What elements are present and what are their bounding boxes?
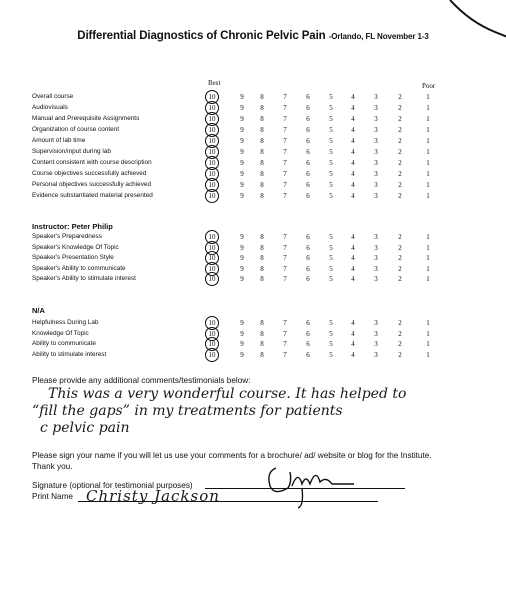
rating-option-2[interactable]: 2	[398, 329, 402, 338]
rating-option-10[interactable]: 10	[208, 115, 216, 123]
rating-row	[0, 350, 506, 361]
rating-option-3[interactable]: 3	[374, 264, 378, 273]
rating-option-1[interactable]: 1	[426, 137, 430, 145]
rating-option-7[interactable]: 7	[283, 93, 287, 101]
rating-option-4[interactable]: 4	[351, 148, 355, 156]
rating-option-2[interactable]: 2	[398, 243, 402, 252]
rating-option-2[interactable]: 2	[398, 350, 402, 359]
rating-row-label: Speaker's Ability to stimulate interest	[32, 275, 136, 283]
rating-option-10[interactable]: 10	[208, 243, 216, 252]
rating-option-3[interactable]: 3	[374, 350, 378, 359]
rating-option-3[interactable]: 3	[374, 115, 378, 123]
rating-option-8[interactable]: 8	[260, 115, 264, 123]
rating-option-2[interactable]: 2	[398, 264, 402, 273]
rating-option-1[interactable]: 1	[426, 243, 430, 252]
rating-row	[0, 103, 506, 114]
rating-option-3[interactable]: 3	[374, 275, 378, 284]
rating-row-label: Overall course	[32, 93, 74, 100]
rating-option-7[interactable]: 7	[283, 104, 287, 112]
rating-option-6[interactable]: 6	[306, 170, 310, 178]
rating-row	[0, 158, 506, 169]
rating-option-4[interactable]: 4	[351, 126, 355, 134]
rating-option-2[interactable]: 2	[398, 104, 402, 112]
rating-option-4[interactable]: 4	[351, 192, 355, 200]
rating-option-5[interactable]: 5	[329, 126, 333, 134]
corner-mark	[440, 0, 506, 40]
rating-row	[0, 136, 506, 147]
rating-option-3[interactable]: 3	[374, 340, 378, 349]
rating-option-2[interactable]: 2	[398, 93, 402, 101]
rating-row-label: Speaker's Ability to communicate	[32, 264, 126, 272]
rating-row	[0, 125, 506, 136]
rating-option-7[interactable]: 7	[283, 275, 287, 284]
rating-row-label: Knowledge Of Topic	[32, 329, 89, 337]
rating-option-10[interactable]: 10	[208, 126, 216, 134]
rating-option-6[interactable]: 6	[306, 275, 310, 284]
rating-option-8[interactable]: 8	[260, 159, 264, 167]
rating-option-2[interactable]: 2	[398, 254, 402, 263]
rating-row-label: Course objectives successfully achieved	[32, 170, 147, 177]
rating-option-8[interactable]: 8	[260, 104, 264, 112]
rating-option-9[interactable]: 9	[240, 104, 244, 112]
rating-option-3[interactable]: 3	[374, 170, 378, 178]
rating-option-8[interactable]: 8	[260, 181, 264, 189]
rating-option-5[interactable]: 5	[329, 137, 333, 145]
rating-option-9[interactable]: 9	[240, 350, 244, 359]
rating-option-5[interactable]: 5	[329, 93, 333, 101]
rating-option-6[interactable]: 6	[306, 115, 310, 123]
rating-option-6[interactable]: 6	[306, 104, 310, 112]
rating-option-6[interactable]: 6	[306, 148, 310, 156]
rating-option-4[interactable]: 4	[351, 350, 355, 359]
rating-option-10[interactable]: 10	[208, 319, 216, 327]
rating-option-8[interactable]: 8	[260, 170, 264, 178]
rating-option-7[interactable]: 7	[283, 115, 287, 123]
rating-option-5[interactable]: 5	[329, 192, 333, 200]
rating-option-4[interactable]: 4	[351, 233, 355, 241]
rating-option-8[interactable]: 8	[260, 275, 264, 284]
print-name-value: Christy Jackson	[86, 487, 220, 505]
rating-option-1[interactable]: 1	[426, 233, 430, 241]
rating-option-3[interactable]: 3	[374, 319, 378, 327]
rating-option-7[interactable]: 7	[283, 170, 287, 178]
rating-option-4[interactable]: 4	[351, 264, 355, 273]
rating-option-8[interactable]: 8	[260, 340, 264, 349]
rating-row-label: Ability to stimulate interest	[32, 350, 107, 358]
rating-option-2[interactable]: 2	[398, 159, 402, 167]
rating-option-10[interactable]: 10	[208, 137, 216, 145]
rating-option-5[interactable]: 5	[329, 340, 333, 349]
rating-option-9[interactable]: 9	[240, 181, 244, 189]
signature-label: Signature (optional for testimonial purposes)	[32, 481, 193, 490]
rating-option-8[interactable]: 8	[260, 233, 264, 241]
rating-option-8[interactable]: 8	[260, 243, 264, 252]
print-name-label: Print Name	[32, 492, 73, 501]
rating-option-7[interactable]: 7	[283, 243, 287, 252]
comment-line-2: “fill the gaps” in my treatments for patients	[32, 403, 343, 419]
rating-row-label: Manual and Prerequisite Assignments	[32, 115, 140, 122]
rating-option-5[interactable]: 5	[329, 115, 333, 123]
rating-row	[0, 274, 506, 285]
rating-option-5[interactable]: 5	[329, 264, 333, 273]
rating-option-2[interactable]: 2	[398, 233, 402, 241]
rating-option-9[interactable]: 9	[240, 329, 244, 338]
rating-option-1[interactable]: 1	[426, 115, 430, 123]
rating-option-6[interactable]: 6	[306, 159, 310, 167]
rating-option-7[interactable]: 7	[283, 350, 287, 359]
rating-option-4[interactable]: 4	[351, 340, 355, 349]
rating-option-1[interactable]: 1	[426, 159, 430, 167]
rating-option-4[interactable]: 4	[351, 137, 355, 145]
rating-row-label: Speaker's Knowledge Of Topic	[32, 243, 119, 251]
rating-option-4[interactable]: 4	[351, 275, 355, 284]
rating-option-10[interactable]: 10	[208, 233, 216, 241]
rating-option-4[interactable]: 4	[351, 115, 355, 123]
rating-option-5[interactable]: 5	[329, 170, 333, 178]
rating-option-4[interactable]: 4	[351, 329, 355, 338]
rating-option-3[interactable]: 3	[374, 192, 378, 200]
rating-option-2[interactable]: 2	[398, 192, 402, 200]
rating-option-2[interactable]: 2	[398, 170, 402, 178]
comment-line-1: This was a very wonderful course. It has helped to	[48, 386, 407, 402]
rating-option-1[interactable]: 1	[426, 126, 430, 134]
rating-option-2[interactable]: 2	[398, 319, 402, 327]
rating-row	[0, 243, 506, 254]
rating-option-1[interactable]: 1	[426, 264, 430, 273]
rating-option-5[interactable]: 5	[329, 254, 333, 263]
rating-option-5[interactable]: 5	[329, 148, 333, 156]
rating-row	[0, 147, 506, 158]
rating-option-1[interactable]: 1	[426, 181, 430, 189]
rating-option-9[interactable]: 9	[240, 126, 244, 134]
rating-option-9[interactable]: 9	[240, 275, 244, 284]
rating-option-10[interactable]: 10	[208, 93, 216, 101]
rating-option-9[interactable]: 9	[240, 137, 244, 145]
rating-option-5[interactable]: 5	[329, 243, 333, 252]
rating-row-label: Organization of course content	[32, 126, 120, 133]
rating-option-4[interactable]: 4	[351, 319, 355, 327]
rating-option-5[interactable]: 5	[329, 329, 333, 338]
rating-option-6[interactable]: 6	[306, 329, 310, 338]
rating-option-5[interactable]: 5	[329, 233, 333, 241]
poor-label: Poor	[422, 82, 436, 90]
rating-option-6[interactable]: 6	[306, 233, 310, 241]
rating-option-8[interactable]: 8	[260, 319, 264, 327]
rating-option-7[interactable]: 7	[283, 192, 287, 200]
rating-option-1[interactable]: 1	[426, 148, 430, 156]
rating-option-9[interactable]: 9	[240, 148, 244, 156]
rating-row	[0, 318, 506, 329]
rating-option-10[interactable]: 10	[208, 181, 216, 189]
rating-option-4[interactable]: 4	[351, 170, 355, 178]
rating-row	[0, 329, 506, 340]
rating-row	[0, 180, 506, 191]
rating-option-7[interactable]: 7	[283, 254, 287, 263]
selected-circle	[205, 272, 219, 286]
signature-image	[262, 462, 362, 510]
best-label: Best	[208, 79, 221, 87]
rating-option-1[interactable]: 1	[426, 93, 430, 101]
rating-option-3[interactable]: 3	[374, 126, 378, 134]
rating-row	[0, 169, 506, 180]
rating-option-2[interactable]: 2	[398, 137, 402, 145]
rating-option-2[interactable]: 2	[398, 340, 402, 349]
rating-option-10[interactable]: 10	[208, 329, 216, 338]
rating-option-1[interactable]: 1	[426, 254, 430, 263]
rating-option-6[interactable]: 6	[306, 93, 310, 101]
rating-option-8[interactable]: 8	[260, 126, 264, 134]
rating-row-label: Personal objectives successfully achieved	[32, 181, 151, 188]
rating-option-3[interactable]: 3	[374, 104, 378, 112]
rating-option-7[interactable]: 7	[283, 159, 287, 167]
rating-option-7[interactable]: 7	[283, 329, 287, 338]
rating-option-8[interactable]: 8	[260, 137, 264, 145]
rating-option-1[interactable]: 1	[426, 340, 430, 349]
rating-row	[0, 114, 506, 125]
rating-option-4[interactable]: 4	[351, 93, 355, 101]
rating-option-8[interactable]: 8	[260, 350, 264, 359]
rating-option-3[interactable]: 3	[374, 181, 378, 189]
rating-option-10[interactable]: 10	[208, 170, 216, 178]
rating-option-4[interactable]: 4	[351, 104, 355, 112]
rating-option-10[interactable]: 10	[208, 104, 216, 112]
rating-option-9[interactable]: 9	[240, 233, 244, 241]
rating-option-1[interactable]: 1	[426, 350, 430, 359]
rating-option-1[interactable]: 1	[426, 192, 430, 200]
rating-option-6[interactable]: 6	[306, 192, 310, 200]
rating-row	[0, 232, 506, 243]
rating-option-9[interactable]: 9	[240, 340, 244, 349]
rating-option-8[interactable]: 8	[260, 93, 264, 101]
selected-circle	[205, 348, 219, 362]
rating-row-label: Audiovisuals	[32, 104, 68, 111]
selected-circle	[205, 189, 219, 203]
rating-option-3[interactable]: 3	[374, 159, 378, 167]
rating-option-10[interactable]: 10	[208, 340, 216, 349]
comment-line-3: c pelvic pain	[40, 420, 130, 436]
rating-option-6[interactable]: 6	[306, 264, 310, 273]
rating-option-3[interactable]: 3	[374, 137, 378, 145]
rating-option-7[interactable]: 7	[283, 137, 287, 145]
consent-thanks: Thank you.	[32, 462, 73, 471]
form-title	[0, 30, 506, 42]
consent-text: Please sign your name if you will let us use your comments for a brochure/ ad/ website or blog for the Institute.	[32, 451, 432, 460]
rating-option-6[interactable]: 6	[306, 137, 310, 145]
rating-option-5[interactable]: 5	[329, 350, 333, 359]
rating-option-7[interactable]: 7	[283, 264, 287, 273]
rating-option-5[interactable]: 5	[329, 104, 333, 112]
rating-option-2[interactable]: 2	[398, 148, 402, 156]
rating-option-4[interactable]: 4	[351, 243, 355, 252]
rating-option-10[interactable]: 10	[208, 159, 216, 167]
rating-row-label: Speaker's Presentation Style	[32, 254, 114, 262]
rating-option-7[interactable]: 7	[283, 126, 287, 134]
rating-row-label: Evidence substantiated material presented	[32, 192, 153, 199]
rating-option-6[interactable]: 6	[306, 254, 310, 263]
rating-option-2[interactable]: 2	[398, 181, 402, 189]
rating-option-5[interactable]: 5	[329, 319, 333, 327]
rating-option-9[interactable]: 9	[240, 192, 244, 200]
rating-option-7[interactable]: 7	[283, 233, 287, 241]
rating-option-1[interactable]: 1	[426, 104, 430, 112]
rating-option-3[interactable]: 3	[374, 93, 378, 101]
rating-option-4[interactable]: 4	[351, 254, 355, 263]
rating-option-1[interactable]: 1	[426, 170, 430, 178]
rating-row	[0, 339, 506, 350]
rating-option-5[interactable]: 5	[329, 181, 333, 189]
rating-option-4[interactable]: 4	[351, 181, 355, 189]
rating-row	[0, 191, 506, 202]
rating-option-1[interactable]: 1	[426, 319, 430, 327]
rating-option-7[interactable]: 7	[283, 181, 287, 189]
rating-option-6[interactable]: 6	[306, 243, 310, 252]
rating-option-7[interactable]: 7	[283, 148, 287, 156]
rating-option-2[interactable]: 2	[398, 126, 402, 134]
na-heading: N/A	[32, 306, 45, 315]
rating-row-label: Helpfulness During Lab	[32, 319, 99, 326]
rating-option-5[interactable]: 5	[329, 275, 333, 284]
rating-option-9[interactable]: 9	[240, 170, 244, 178]
rating-option-8[interactable]: 8	[260, 254, 264, 263]
rating-option-9[interactable]: 9	[240, 254, 244, 263]
rating-option-10[interactable]: 10	[208, 275, 216, 284]
instructor-heading: Instructor: Peter Philip	[32, 222, 113, 231]
rating-option-6[interactable]: 6	[306, 350, 310, 359]
rating-option-5[interactable]: 5	[329, 159, 333, 167]
rating-option-6[interactable]: 6	[306, 319, 310, 327]
rating-option-10[interactable]: 10	[208, 264, 216, 273]
rating-option-6[interactable]: 6	[306, 181, 310, 189]
rating-option-9[interactable]: 9	[240, 115, 244, 123]
rating-option-2[interactable]: 2	[398, 275, 402, 284]
rating-option-8[interactable]: 8	[260, 264, 264, 273]
rating-option-6[interactable]: 6	[306, 340, 310, 349]
rating-option-10[interactable]: 10	[208, 148, 216, 156]
rating-option-10[interactable]: 10	[208, 254, 216, 263]
rating-option-9[interactable]: 9	[240, 264, 244, 273]
rating-option-8[interactable]: 8	[260, 329, 264, 338]
rating-option-6[interactable]: 6	[306, 126, 310, 134]
rating-row	[0, 92, 506, 103]
rating-option-7[interactable]: 7	[283, 319, 287, 327]
rating-option-10[interactable]: 10	[208, 192, 216, 200]
rating-option-3[interactable]: 3	[374, 243, 378, 252]
rating-option-4[interactable]: 4	[351, 159, 355, 167]
rating-option-9[interactable]: 9	[240, 243, 244, 252]
rating-option-10[interactable]: 10	[208, 350, 216, 359]
rating-option-8[interactable]: 8	[260, 192, 264, 200]
rating-option-3[interactable]: 3	[374, 254, 378, 263]
rating-option-3[interactable]: 3	[374, 233, 378, 241]
rating-option-2[interactable]: 2	[398, 115, 402, 123]
rating-row	[0, 253, 506, 264]
comments-prompt: Please provide any additional comments/testimonials below:	[32, 376, 251, 385]
rating-row	[0, 264, 506, 275]
rating-option-9[interactable]: 9	[240, 93, 244, 101]
rating-row-label: Supervision/input during lab	[32, 148, 111, 155]
form-subtitle: -Orlando, FL November 1-3	[328, 32, 429, 41]
rating-option-9[interactable]: 9	[240, 319, 244, 327]
form-title-text: Differential Diagnostics of Chronic Pelvic Pain	[77, 30, 326, 42]
rating-option-7[interactable]: 7	[283, 340, 287, 349]
rating-row-label: Speaker's Preparedness	[32, 233, 102, 240]
rating-row-label: Amount of lab time	[32, 137, 86, 144]
rating-row-label: Ability to communicate	[32, 340, 96, 348]
rating-option-8[interactable]: 8	[260, 148, 264, 156]
rating-option-1[interactable]: 1	[426, 275, 430, 284]
rating-option-3[interactable]: 3	[374, 148, 378, 156]
rating-option-9[interactable]: 9	[240, 159, 244, 167]
rating-row-label: Content consistent with course description	[32, 159, 152, 166]
rating-option-3[interactable]: 3	[374, 329, 378, 338]
rating-option-1[interactable]: 1	[426, 329, 430, 338]
